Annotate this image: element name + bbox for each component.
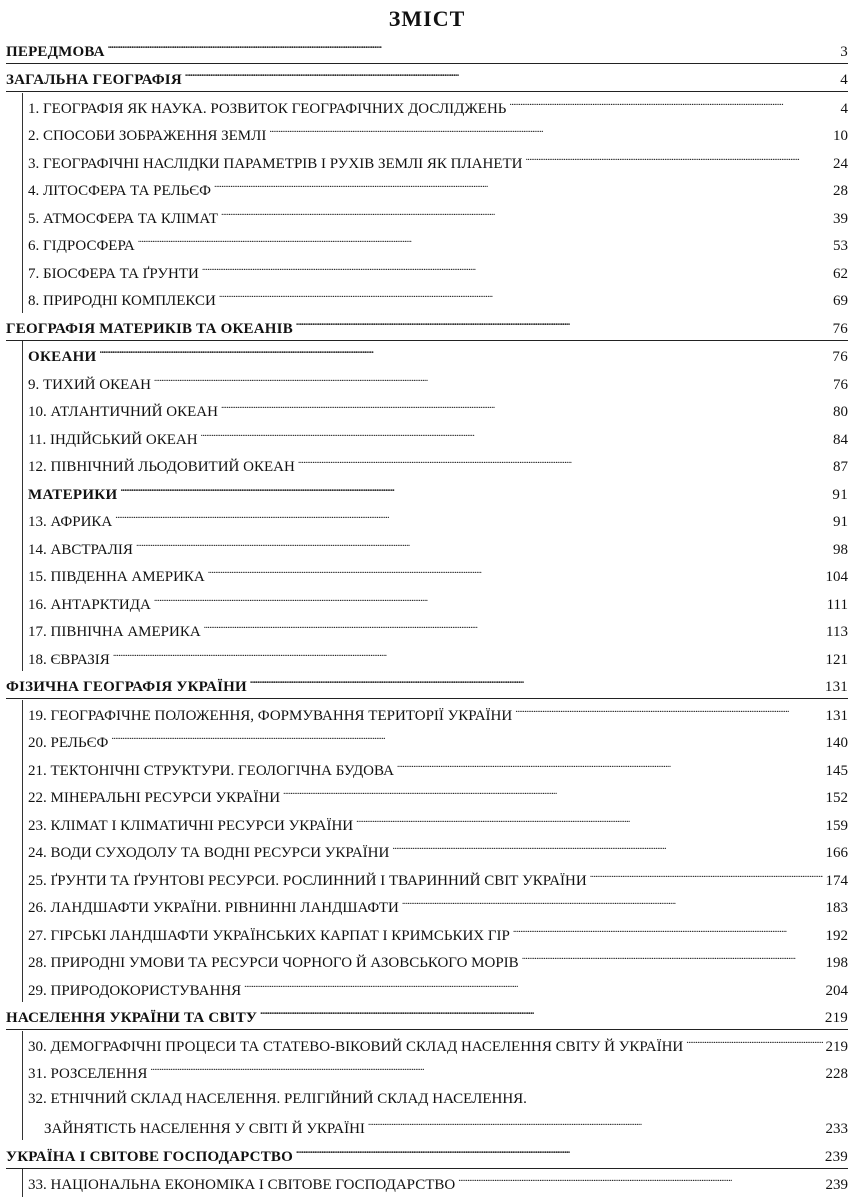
toc-entry[interactable]	[6, 892, 848, 920]
toc-entry[interactable]	[6, 1030, 848, 1058]
toc-entry-title: НАСЕЛЕННЯ УКРАЇНИ ТА СВІТУ	[6, 1010, 258, 1026]
dot-leader	[515, 706, 822, 720]
toc-entry-title: 15. ПІВДЕННА АМЕРИКА	[28, 569, 205, 585]
toc-entry[interactable]	[6, 643, 848, 671]
dot-leader	[138, 236, 827, 250]
toc-entry[interactable]	[6, 1085, 848, 1140]
toc-entry[interactable]	[6, 754, 848, 782]
toc-page-number: 198	[825, 955, 848, 971]
dot-leader	[392, 843, 822, 857]
dot-leader	[214, 181, 827, 195]
toc-page-number: 219	[824, 1010, 848, 1026]
toc-page-number: 62	[833, 265, 848, 282]
toc-entry-title: 31. РОЗСЕЛЕННЯ	[28, 1066, 148, 1082]
toc-page-number: 192	[825, 927, 848, 944]
toc-entry[interactable]	[6, 588, 848, 616]
toc-entry[interactable]	[6, 1002, 848, 1031]
dot-leader	[150, 1064, 822, 1078]
toc-page-number: 166	[825, 845, 848, 861]
toc-entry[interactable]	[6, 423, 848, 451]
toc-entry-title: ГЕОГРАФІЯ МАТЕРИКІВ ТА ОКЕАНІВ	[6, 320, 293, 337]
toc-entry[interactable]	[6, 506, 848, 534]
toc-entry[interactable]	[6, 478, 848, 506]
toc-page-number: 174	[825, 872, 848, 889]
toc-entry[interactable]	[6, 368, 848, 396]
dot-leader	[100, 347, 827, 361]
dot-leader	[509, 99, 827, 113]
toc-entry-title: 12. ПІВНІЧНИЙ ЛЬОДОВИТИЙ ОКЕАН	[28, 459, 295, 475]
dot-leader	[397, 761, 823, 775]
dot-leader	[219, 291, 827, 305]
toc-page-number: 145	[825, 762, 848, 779]
toc-entry-title: МАТЕРИКИ	[28, 486, 118, 503]
dot-leader	[368, 1119, 823, 1133]
dot-leader	[221, 209, 827, 223]
toc-entry-title: 29. ПРИРОДОКОРИСТУВАННЯ	[28, 982, 242, 999]
toc-page-number: 121	[825, 651, 848, 668]
toc-entry-title: 19. ГЕОГРАФІЧНЕ ПОЛОЖЕННЯ, ФОРМУВАННЯ ТЕРИТОРІЇ УКРАЇНИ	[28, 707, 513, 724]
toc-entry-title: 1. ГЕОГРАФІЯ ЯК НАУКА. РОЗВИТОК ГЕОГРАФІЧНИХ ДОСЛІДЖЕНЬ	[28, 100, 507, 117]
toc-entry[interactable]	[6, 1058, 848, 1086]
dot-leader	[136, 540, 827, 554]
toc-entry[interactable]	[6, 533, 848, 561]
toc-entry[interactable]	[6, 1169, 848, 1197]
dot-leader	[185, 70, 827, 84]
toc-page-number: 111	[826, 596, 848, 613]
toc-page-number: 183	[825, 900, 848, 916]
toc-page-number: 131	[824, 679, 848, 695]
dot-leader	[590, 871, 823, 885]
dot-leader	[154, 375, 827, 389]
toc-page-number: 239	[825, 1177, 848, 1193]
dot-leader	[154, 595, 824, 609]
section-indent-line	[22, 1031, 23, 1140]
toc-entry[interactable]	[6, 671, 848, 700]
toc-entry-title: 18. ЄВРАЗІЯ	[28, 651, 110, 668]
toc-page-number: 91	[832, 486, 848, 503]
toc-entry[interactable]	[6, 1140, 848, 1169]
dot-leader	[260, 1008, 822, 1022]
toc-entry[interactable]	[6, 451, 848, 479]
toc-entry-title: 20. РЕЛЬЄФ	[28, 735, 109, 751]
toc-entry-title: 22. МІНЕРАЛЬНІ РЕСУРСИ УКРАЇНИ	[28, 790, 281, 806]
toc-entry[interactable]	[6, 147, 848, 175]
dot-leader	[269, 126, 827, 140]
toc-entry-title: 21. ТЕКТОНІЧНІ СТРУКТУРИ. ГЕОЛОГІЧНА БУДОВА	[28, 762, 394, 779]
dot-leader	[296, 1147, 822, 1161]
toc-entry[interactable]	[6, 92, 848, 120]
toc-page-number: 113	[826, 624, 848, 640]
toc-page-number: 69	[833, 293, 848, 309]
section-indent-line	[22, 1169, 23, 1197]
toc-page-number: 84	[833, 431, 848, 448]
toc-entry[interactable]	[6, 175, 848, 203]
toc-entry-title: 33. НАЦІОНАЛЬНА ЕКОНОМІКА І СВІТОВЕ ГОСПОДАРСТВО	[28, 1177, 456, 1193]
toc-entry[interactable]	[6, 616, 848, 644]
toc-entry[interactable]	[6, 837, 848, 865]
dot-leader	[250, 677, 822, 691]
dot-leader	[113, 650, 823, 664]
toc-entry[interactable]	[6, 35, 848, 64]
dot-leader	[208, 567, 823, 581]
toc-page-number: 91	[833, 514, 848, 530]
dot-leader	[202, 264, 827, 278]
toc-entry-title: УКРАЇНА І СВІТОВЕ ГОСПОДАРСТВО	[6, 1148, 293, 1165]
toc-entry-title: 23. КЛІМАТ І КЛІМАТИЧНІ РЕСУРСИ УКРАЇНИ	[28, 817, 354, 834]
toc-entry[interactable]	[6, 257, 848, 285]
toc-page-number: 219	[825, 1038, 848, 1055]
toc-page-number: 76	[832, 320, 848, 337]
toc-entry-title: ЗАГАЛЬНА ГЕОГРАФІЯ	[6, 72, 182, 88]
toc-page-number: 4	[840, 100, 848, 117]
dot-leader	[522, 953, 823, 967]
toc-entry[interactable]	[6, 120, 848, 148]
toc-entry-title: 7. БІОСФЕРА ТА ҐРУНТИ	[28, 265, 199, 282]
toc-entry-title: 2. СПОСОБИ ЗОБРАЖЕННЯ ЗЕМЛІ	[28, 128, 267, 144]
toc-entry[interactable]	[6, 341, 848, 369]
dot-leader	[204, 622, 823, 636]
toc-page-number: 39	[833, 210, 848, 227]
toc-entry[interactable]	[6, 561, 848, 589]
toc-entry-title: 28. ПРИРОДНІ УМОВИ ТА РЕСУРСИ ЧОРНОГО Й АЗОВСЬКОГО МОРІВ	[28, 955, 519, 971]
dot-leader	[296, 319, 827, 333]
toc-page-number: 204	[825, 982, 848, 999]
toc-entry[interactable]	[6, 809, 848, 837]
toc-entry[interactable]	[6, 947, 848, 975]
toc-page-number: 239	[824, 1148, 848, 1165]
toc-page-number: 87	[833, 459, 848, 475]
dot-leader	[283, 788, 822, 802]
toc-page-number: 80	[833, 404, 848, 420]
toc-entry-title: ОКЕАНИ	[28, 349, 97, 365]
table-of-contents	[6, 35, 848, 1196]
dot-leader	[120, 485, 827, 499]
dot-leader	[402, 898, 823, 912]
toc-entry-title: 32. ЕТНІЧНИЙ СКЛАД НАСЕЛЕННЯ. РЕЛІГІЙНИЙ СКЛАД НАСЕЛЕННЯ.	[28, 1091, 527, 1107]
toc-entry-title: 11. ІНДІЙСЬКИЙ ОКЕАН	[28, 431, 198, 448]
toc-page-number: 131	[825, 707, 848, 724]
toc-entry-title: ФІЗИЧНА ГЕОГРАФІЯ УКРАЇНИ	[6, 679, 247, 695]
dot-leader	[513, 926, 823, 940]
section-indent-line	[22, 700, 23, 1002]
toc-entry[interactable]	[6, 864, 848, 892]
section-indent-line	[22, 341, 23, 671]
dot-leader	[111, 733, 822, 747]
toc-entry-title: 9. ТИХИЙ ОКЕАН	[28, 376, 151, 393]
toc-entry-title: 17. ПІВНІЧНА АМЕРИКА	[28, 624, 201, 640]
toc-entry-title: 30. ДЕМОГРАФІЧНІ ПРОЦЕСИ ТА СТАТЕВО-ВІКОВИЙ СКЛАД НАСЕЛЕННЯ СВІТУ Й УКРАЇНИ	[28, 1038, 684, 1055]
toc-page-number: 233	[825, 1121, 848, 1137]
toc-entry[interactable]	[6, 285, 848, 313]
dot-leader	[108, 42, 827, 56]
toc-entry-title: 16. АНТАРКТИДА	[28, 596, 151, 613]
toc-entry[interactable]	[6, 919, 848, 947]
toc-entry-title: 4. ЛІТОСФЕРА ТА РЕЛЬЄФ	[28, 183, 212, 199]
toc-page-number: 10	[833, 128, 848, 144]
dot-leader	[356, 816, 822, 830]
dot-leader	[298, 457, 827, 471]
toc-page-number: 152	[825, 790, 848, 806]
toc-entry-title: 13. АФРИКА	[28, 514, 113, 530]
toc-page-number: 140	[825, 735, 848, 751]
toc-page-number: 159	[825, 817, 848, 834]
toc-entry-title: 5. АТМОСФЕРА ТА КЛІМАТ	[28, 210, 219, 227]
toc-page-number: 53	[833, 238, 848, 254]
toc-entry[interactable]	[6, 312, 848, 341]
dot-leader	[201, 430, 827, 444]
toc-page-number: 76	[833, 376, 848, 393]
toc-page-number: 24	[833, 155, 848, 172]
toc-page-number: 28	[833, 183, 848, 199]
toc-page-number: 98	[833, 541, 848, 558]
dot-leader	[244, 981, 822, 995]
toc-entry[interactable]	[6, 699, 848, 727]
dot-leader	[686, 1037, 822, 1051]
toc-page-number: 4	[840, 72, 848, 88]
toc-page-number: 76	[832, 349, 848, 365]
toc-entry-title: 25. ҐРУНТИ ТА ҐРУНТОВІ РЕСУРСИ. РОСЛИННИЙ І ТВАРИННИЙ СВІТ УКРАЇНИ	[28, 872, 587, 889]
toc-page-number: 228	[825, 1066, 848, 1082]
toc-entry-title: 3. ГЕОГРАФІЧНІ НАСЛІДКИ ПАРАМЕТРІВ І РУХІВ ЗЕМЛІ ЯК ПЛАНЕТИ	[28, 155, 523, 172]
dot-leader	[115, 512, 827, 526]
toc-entry-title: 10. АТЛАНТИЧНИЙ ОКЕАН	[28, 404, 218, 420]
toc-entry[interactable]	[6, 230, 848, 258]
toc-page-number: 104	[825, 569, 848, 585]
toc-entry-title: 8. ПРИРОДНІ КОМПЛЕКСИ	[28, 293, 216, 309]
toc-entry-title: ПЕРЕДМОВА	[6, 43, 105, 60]
toc-entry[interactable]	[6, 974, 848, 1002]
toc-entry[interactable]	[6, 782, 848, 810]
toc-entry[interactable]	[6, 727, 848, 755]
toc-entry-title: 27. ГІРСЬКІ ЛАНДШАФТИ УКРАЇНСЬКИХ КАРПАТ І КРИМСЬКИХ ГІР	[28, 927, 510, 944]
dot-leader	[525, 154, 827, 168]
toc-entry-title: 26. ЛАНДШАФТИ УКРАЇНИ. РІВНИННІ ЛАНДШАФТИ	[28, 900, 399, 916]
toc-entry[interactable]	[6, 396, 848, 424]
toc-page-number: 3	[840, 43, 848, 60]
toc-entry-title: 6. ГІДРОСФЕРА	[28, 238, 135, 254]
toc-entry[interactable]	[6, 64, 848, 93]
toc-entry-title: 24. ВОДИ СУХОДОЛУ ТА ВОДНІ РЕСУРСИ УКРАЇНИ	[28, 845, 390, 861]
toc-entry-title-cont: ЗАЙНЯТІСТЬ НАСЕЛЕННЯ У СВІТІ Й УКРАЇНІ	[44, 1121, 365, 1137]
section-indent-line	[22, 93, 23, 313]
toc-entry[interactable]	[6, 202, 848, 230]
page-title: ЗМІСТ	[388, 6, 466, 31]
toc-entry-title: 14. АВСТРАЛІЯ	[28, 541, 133, 558]
dot-leader	[221, 402, 827, 416]
dot-leader	[458, 1175, 822, 1189]
